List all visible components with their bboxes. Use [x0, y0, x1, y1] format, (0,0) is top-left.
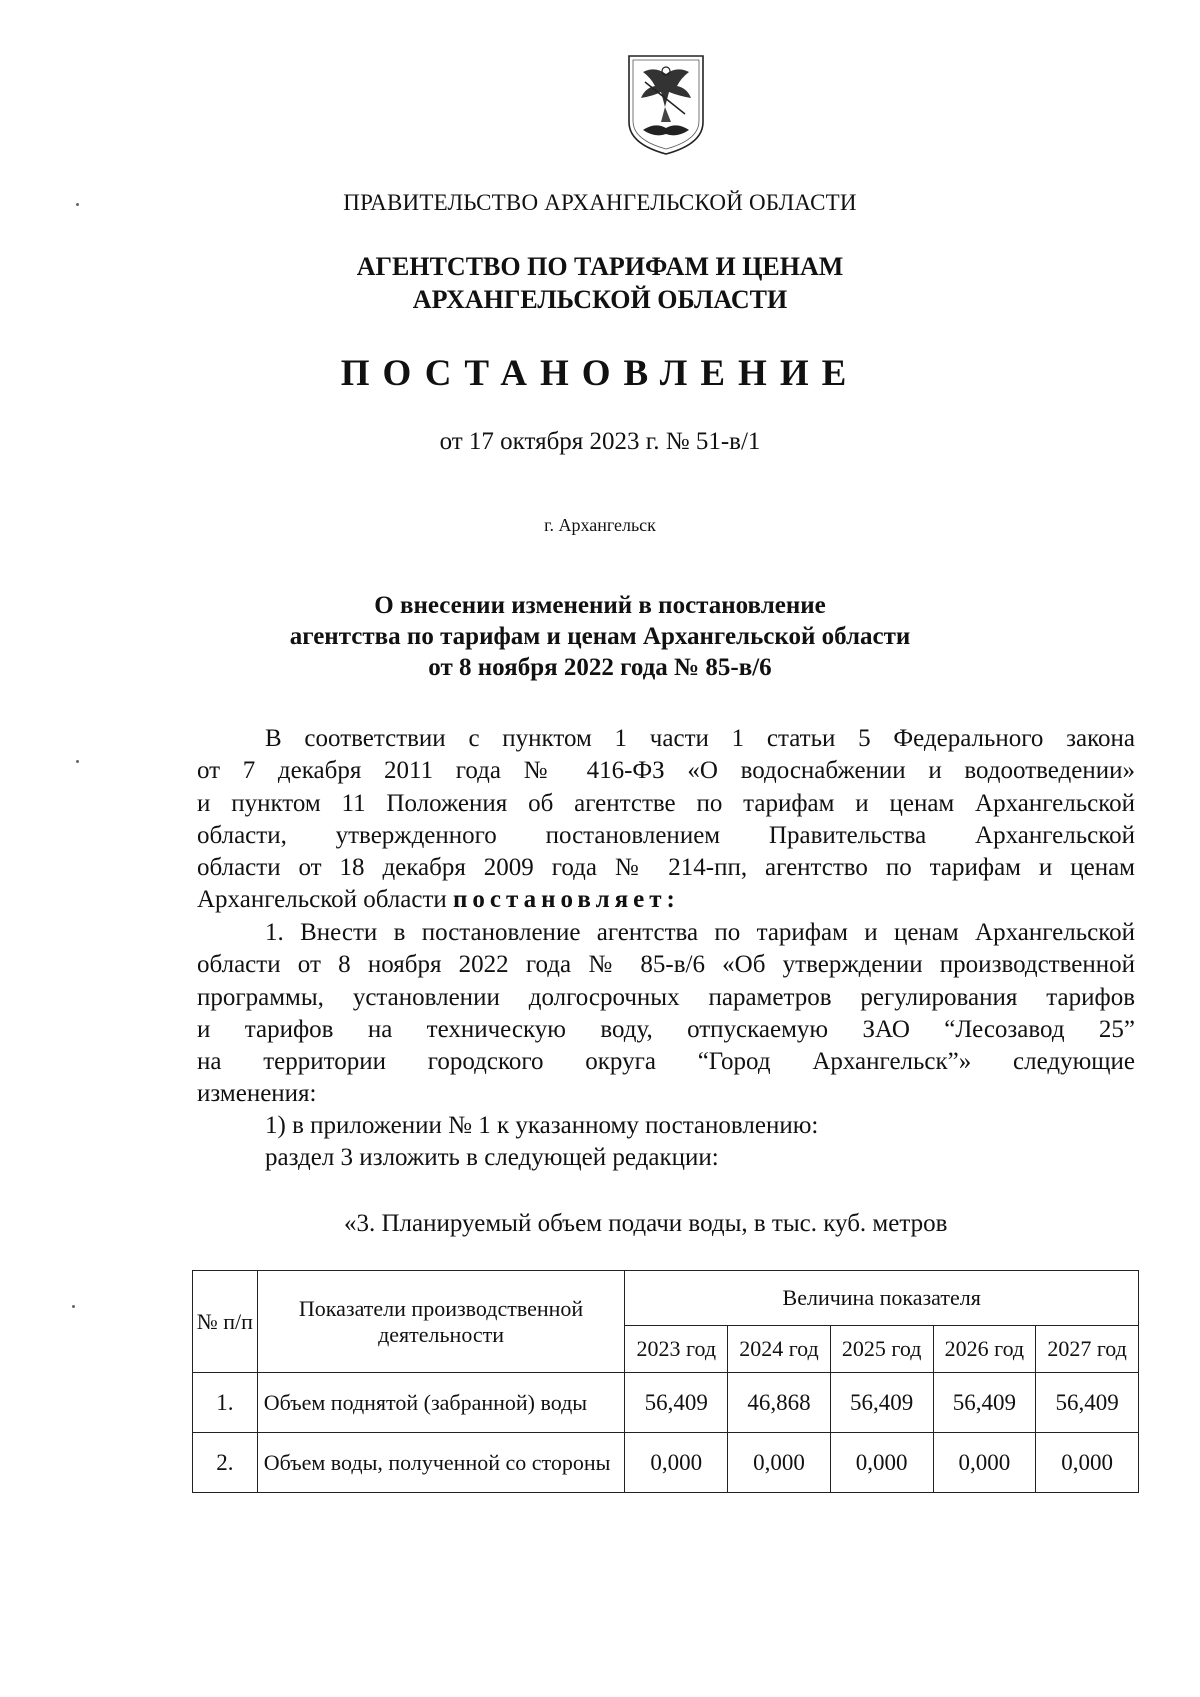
government-title: ПРАВИТЕЛЬСТВО АРХАНГЕЛЬСКОЙ ОБЛАСТИ [343, 190, 857, 215]
row-value: 0,000 [933, 1433, 1036, 1493]
resolves-word: постановляет: [453, 886, 680, 914]
paragraph-line: и пунктом 11 Положения об агентстве по тарифам и ценам Архангельской [197, 789, 1135, 817]
agency-title [0, 250, 1200, 316]
header-year: 2025 год [830, 1326, 933, 1373]
document-city: г. Архангельск [544, 515, 656, 535]
row-value: 0,000 [728, 1433, 831, 1493]
paragraph-line: В соответствии с пунктом 1 части 1 статьи 5 Федерального закона [265, 725, 1135, 752]
paragraph-last-line [197, 884, 1135, 916]
coat-of-arms-emblem [625, 52, 707, 156]
table-row [193, 1433, 1139, 1493]
paragraph-line: области от 8 ноября 2022 года № 85-в/6 «Об утверждении производственной [197, 951, 1135, 979]
document-type: ПОСТАНОВЛЕНИЕ [340, 353, 860, 394]
table-row [193, 1373, 1139, 1433]
row-value: 0,000 [830, 1433, 933, 1493]
row-value: 56,409 [933, 1373, 1036, 1433]
header-year: 2023 год [625, 1326, 728, 1373]
paragraph-line: от 7 декабря 2011 года № 416-ФЗ «О водоснабжении и водоотведении» [197, 757, 1135, 785]
paragraph-last-line: изменения: [197, 1080, 317, 1108]
subject-line3: от 8 ноября 2022 года № 85-в/6 [428, 654, 772, 681]
row-num: 1. [193, 1373, 258, 1433]
row-value: 56,409 [625, 1373, 728, 1433]
sub-item-1: 1) в приложении № 1 к указанному постановлению: [265, 1112, 819, 1139]
water-volume-table [192, 1270, 1139, 1493]
paragraph-line: на территории городского округа “Город Архангельск”» следующие [197, 1048, 1135, 1076]
subject-line2: агентства по тарифам и ценам Архангельской области [289, 623, 911, 650]
document-date-number: от 17 октября 2023 г. № 51-в/1 [439, 428, 761, 455]
row-indicator: Объем поднятой (забранной) воды [257, 1373, 625, 1433]
document-subject [0, 590, 1200, 683]
header-num: № п/п [193, 1271, 258, 1373]
header-indicator: Показатели производственной деятельности [257, 1271, 625, 1373]
subject-line1: О внесении изменений в постановление [374, 592, 826, 619]
table-header-row [193, 1271, 1139, 1326]
row-value: 56,409 [830, 1373, 933, 1433]
amendment-paragraph [197, 917, 1135, 1111]
row-value: 56,409 [1036, 1373, 1139, 1433]
preamble-paragraph [197, 723, 1135, 917]
scan-speck [76, 760, 79, 763]
agency-title-line1: АГЕНТСТВО ПО ТАРИФАМ И ЦЕНАМ [356, 252, 844, 281]
header-year: 2027 год [1036, 1326, 1139, 1373]
sub-item-1-instruction: раздел 3 изложить в следующей редакции: [265, 1144, 719, 1171]
scan-speck [76, 203, 79, 206]
header-year: 2024 год [728, 1326, 831, 1373]
paragraph-line: 1. Внести в постановление агентства по тарифам и ценам Архангельской [265, 919, 1135, 946]
header-year: 2026 год [933, 1326, 1036, 1373]
agency-title-line2: АРХАНГЕЛЬСКОЙ ОБЛАСТИ [412, 285, 788, 314]
header-value-group: Величина показателя [625, 1271, 1139, 1326]
row-indicator: Объем воды, полученной со стороны [257, 1433, 625, 1493]
scan-speck [72, 1305, 75, 1308]
table-title: «3. Планируемый объем подачи воды, в тыс. куб. метров [344, 1210, 948, 1237]
row-num: 2. [193, 1433, 258, 1493]
paragraph-line: программы, установлении долгосрочных параметров регулирования тарифов [197, 983, 1135, 1011]
paragraph-text: Архангельской области [197, 886, 454, 914]
row-value: 0,000 [625, 1433, 728, 1493]
paragraph-line: области, утвержденного постановлением Правительства Архангельской [197, 821, 1135, 849]
row-value: 46,868 [728, 1373, 831, 1433]
paragraph-line: и тарифов на техническую воду, отпускаемую ЗАО “Лесозавод 25” [197, 1015, 1135, 1043]
row-value: 0,000 [1036, 1433, 1139, 1493]
paragraph-line: области от 18 декабря 2009 года № 214-пп, агентство по тарифам и ценам [197, 854, 1135, 882]
